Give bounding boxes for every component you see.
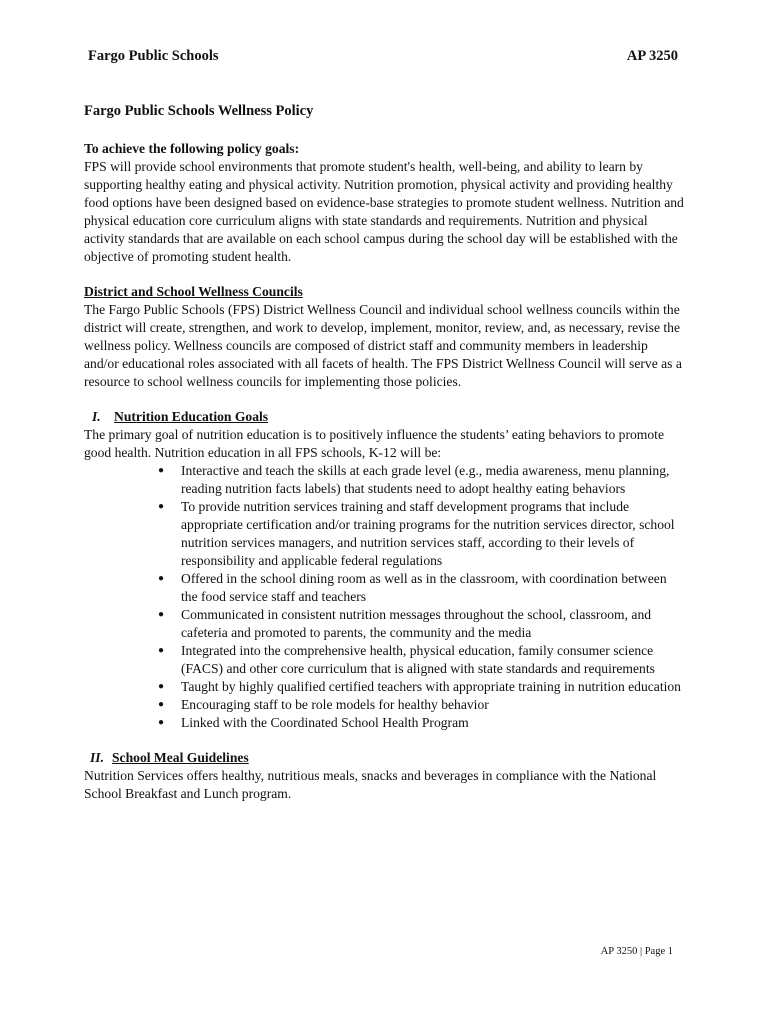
goals-heading: To achieve the following policy goals:: [84, 141, 300, 156]
page-header: [88, 48, 678, 68]
bullet-icon: ●: [158, 645, 165, 656]
section-2-heading: [90, 749, 684, 767]
list-item: [84, 570, 684, 606]
document-body: [84, 102, 684, 803]
list-item-text: Offered in the school dining room as well as in the classroom, with coordination between the food service staff and teachers: [181, 571, 667, 604]
list-item: [84, 606, 684, 642]
list-item-text: Interactive and teach the skills at each grade level (e.g., media awareness, menu planning, reading nutrition facts labels) that students need to adopt healthy eating behaviors: [181, 463, 670, 496]
goals-paragraph: FPS will provide school environments that promote student's health, well-being, and ability to learn by supporting healthy eating and physical activity. Nutrition promotion, physical activity and providing healthy food options have been designed based on evidence-base strategies to promote student wellness. Nutrition and physical education core curriculum aligns with state standards and requirements. Nutrition and physical activity standards that are available on each school campus during the school day will be established with the objective of promoting student health.: [84, 159, 684, 264]
list-item: [84, 462, 684, 498]
list-item: [84, 642, 684, 678]
section-1-paragraph: The primary goal of nutrition education is to positively influence the students’ eating behaviors to promote good health. Nutrition education in all FPS schools, K-12 will be:: [84, 427, 664, 460]
list-item: [84, 498, 684, 570]
section-1-title: Nutrition Education Goals: [114, 409, 269, 424]
header-org: Fargo Public Schools: [88, 48, 219, 64]
bullet-icon: ●: [158, 699, 165, 710]
councils-heading: District and School Wellness Councils: [84, 284, 303, 299]
list-item-text: To provide nutrition services training and staff development programs that include appropriate certification and/or training programs for the nutrition services director, school nutrition services managers, and nutrition services staff, according to their levels of responsibility and applicable federal regulations: [181, 499, 675, 568]
list-item: [84, 714, 684, 732]
bullet-icon: ●: [158, 609, 165, 620]
list-item-text: Encouraging staff to be role models for healthy behavior: [181, 697, 489, 712]
section-1-heading: [92, 408, 684, 426]
section-1-numeral: I.: [92, 409, 101, 424]
list-item-text: Communicated in consistent nutrition messages throughout the school, classroom, and cafeteria and promoted to parents, the community and the media: [181, 607, 652, 640]
bullet-icon: ●: [158, 501, 165, 512]
list-item-text: Taught by highly qualified certified teachers with appropriate training in nutrition education: [181, 679, 681, 694]
list-item: [84, 696, 684, 714]
page-footer: AP 3250 | Page 1: [600, 946, 673, 957]
header-policy-code: AP 3250: [626, 48, 678, 64]
section-1-bullet-list: [84, 462, 684, 732]
section-2-numeral: II.: [90, 750, 104, 765]
section-2-paragraph: Nutrition Services offers healthy, nutritious meals, snacks and beverages in compliance with the National School Breakfast and Lunch program.: [84, 768, 657, 801]
bullet-icon: ●: [158, 573, 165, 584]
section-2-title: School Meal Guidelines: [112, 750, 249, 765]
bullet-icon: ●: [158, 681, 165, 692]
bullet-icon: ●: [158, 717, 165, 728]
list-item-text: Linked with the Coordinated School Health Program: [181, 715, 469, 730]
list-item-text: Integrated into the comprehensive health, physical education, family consumer science (FACS) and other core curriculum that is aligned with state standards and requirements: [181, 643, 655, 676]
document-title: Fargo Public Schools Wellness Policy: [84, 103, 314, 119]
list-item: [84, 678, 684, 696]
councils-paragraph: The Fargo Public Schools (FPS) District Wellness Council and individual school wellness councils within the district will create, strengthen, and work to develop, implement, monitor, review, and, as necessary, revise the wellness policy. Wellness councils are composed of district staff and community members in leadership and/or educational roles associated with all facets of health. The FPS District Wellness Council will serve as a resource to school wellness councils for implementing those policies.: [84, 302, 682, 389]
bullet-icon: ●: [158, 465, 165, 476]
